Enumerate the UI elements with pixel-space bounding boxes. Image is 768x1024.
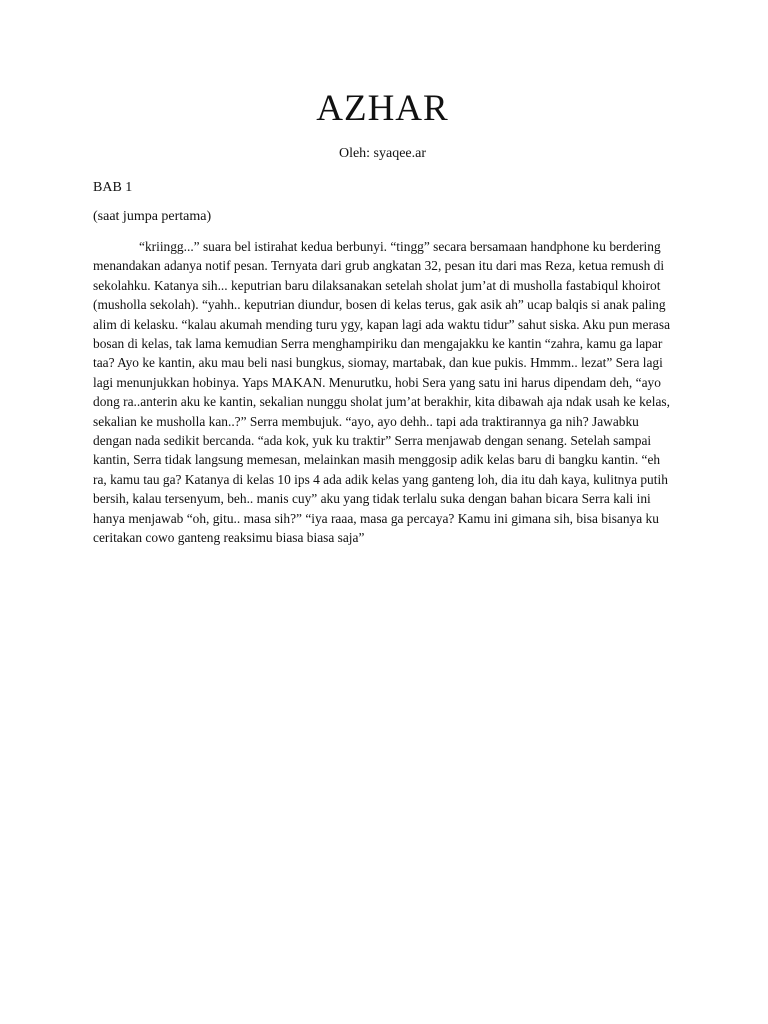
document-title: AZHAR xyxy=(316,88,449,129)
chapter-heading: BAB 1 xyxy=(93,180,133,195)
author-line: Oleh: syaqee.ar xyxy=(338,146,427,161)
chapter-subtitle: (saat jumpa pertama) xyxy=(93,209,212,224)
body-paragraph: “kriingg...” suara bel istirahat kedua berbunyi. “tingg” secara bersamaan handphone ku berdering menandakan adanya notif pesan. Ternyata dari grub angkatan 32, pesan itu dari mas Reza, ketua remush di sekolahku. Katanya sih... keputrian baru dilaksanakan setelah sholat jum’at di musholla fastabiqul khoirot (musholla sekolah). “yahh.. keputrian diundur, bosen di kelas terus, gak asik ah” ucap balqis si anak paling alim di kelasku. “kalau akumah mending turu ygy, kapan lagi ada waktu tidur” sahut siska. Aku pun merasa bosan di kelas, tak lama kemudian Serra menghampiriku dan mengajakku ke kantin “zahra, kamu ga lapar taa? Ayo ke kantin, aku mau beli nasi bungkus, siomay, martabak, dan kue pukis. Hmmm.. lezat” Sera lagi lagi menunjukkan hobinya. Yaps MAKAN. Menurutku, hobi Sera yang satu ini harus dipendam deh, “ayo dong ra..anterin aku ke kantin, sekalian nunggu sholat jum’at berakhir, kita dibawah aja ndak usah ke kelas, sekalian ke musholla kan..?” Serra membujuk. “ayo, ayo dehh.. tapi ada traktirannya ga nih? Jawabku dengan nada sedikit bercanda. “ada kok, yuk ku traktir” Serra menjawab dengan senang. Setelah sampai kantin, Serra tidak langsung memesan, melainkan masih menggosip adik kelas baru di bangku kantin. “eh ra, kamu tau ga? Katanya di kelas 10 ips 4 ada adik kelas yang ganteng loh, dia itu dah kaya, kulitnya putih bersih, kalau tersenyum, beh.. manis cuy” aku yang tidak terlalu suka dengan bahan bicara Serra kali ini hanya menjawab “oh, gitu.. masa sih?” “iya raaa, masa ga percaya? Kamu ini gimana sih, bisa bisanya ku ceritakan cowo ganteng reaksimu biasa biasa saja” xyxy=(93,239,671,546)
